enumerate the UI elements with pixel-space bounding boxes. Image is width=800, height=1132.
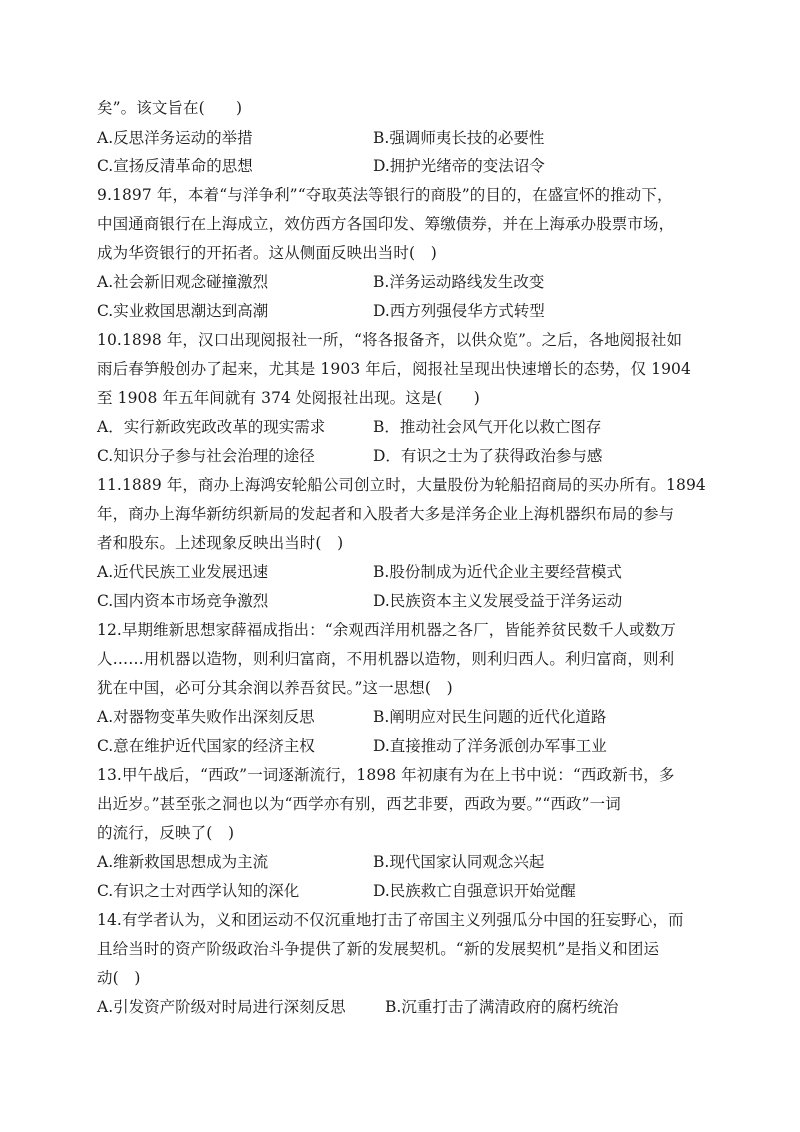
q12-option-c: C.意在维护近代国家的经济主权 — [97, 737, 315, 755]
q9-option-a: A.社会新旧观念碰撞激烈 — [97, 273, 269, 291]
q14-line-3: 动( ) — [97, 969, 141, 987]
q14-line-2: 且给当时的资产阶级政治斗争提供了新的发展契机。“新的发展契机”是指义和团运 — [97, 940, 660, 958]
q12-line-1: 12.早期维新思想家薛福成指出：“余观西洋用机器之各厂，皆能养贫民数千人或数万 — [97, 621, 676, 639]
q13-option-d: D.民族救亡自强意识开始觉醒 — [373, 882, 576, 900]
q11-option-a: A.近代民族工业发展迅速 — [97, 563, 269, 581]
q11-line-3: 者和股东。上述现象反映出当时( ) — [97, 534, 344, 552]
q13-line-3: 的流行，反映了( ) — [97, 824, 235, 842]
q9-option-b: B.洋务运动路线发生改变 — [373, 273, 545, 291]
q14-option-a: A.引发资产阶级对时局进行深刻反思 — [97, 998, 346, 1016]
q8-option-b: B.强调师夷长技的必要性 — [373, 129, 545, 147]
q8-option-a: A.反思洋务运动的举措 — [97, 129, 253, 147]
q8-option-c: C.宣扬反清革命的思想 — [97, 157, 253, 175]
q8-option-d: D.拥护光绪帝的变法诏令 — [373, 157, 545, 175]
q13-option-b: B.现代国家认同观念兴起 — [373, 853, 545, 871]
q10-line-3: 至 1908 年五年间就有 374 处阅报社出现。这是( ) — [97, 389, 480, 407]
q13-option-a: A.维新救国思想成为主流 — [97, 853, 269, 871]
q12-option-a: A.对器物变革失败作出深刻反思 — [97, 708, 315, 726]
q13-option-c: C.有识之士对西学认知的深化 — [97, 882, 300, 900]
q12-line-2: 人……用机器以造物，则利归富商，不用机器以造物，则利归西人。利归富商，则利 — [97, 650, 675, 668]
q11-line-2: 年，商办上海华新纺织新局的发起者和入股者大多是洋务企业上海机器织布局的参与 — [97, 505, 675, 523]
q13-line-1: 13.甲午战后，“西政”一词逐渐流行，1898 年初康有为在上书中说：“西政新书，多 — [97, 766, 675, 784]
q10-option-c: C.知识分子参与社会治理的途径 — [97, 447, 315, 465]
q10-line-1: 10.1898 年，汉口出现阅报社一所，“将各报备齐，以供众览”。之后，各地阅报社如 — [97, 331, 683, 349]
q11-line-1: 11.1889 年，商办上海鸿安轮船公司创立时，大量股份为轮船招商局的买办所有。1894 — [97, 476, 706, 494]
q11-option-d: D.民族资本主义发展受益于洋务运动 — [373, 592, 623, 610]
q14-option-b: B.沉重打击了满清政府的腐朽统治 — [385, 998, 619, 1016]
q9-line-1: 9.1897 年，本着“与洋争利”“夺取英法等银行的商股”的目的，在盛宣怀的推动下， — [97, 186, 673, 204]
q10-option-b: B．推动社会风气开化以救亡图存 — [373, 418, 602, 436]
q11-option-b: B.股份制成为近代企业主要经营模式 — [373, 563, 622, 581]
q12-option-d: D.直接推动了洋务派创办军事工业 — [373, 737, 607, 755]
q9-option-c: C.实业救国思潮达到高潮 — [97, 302, 269, 320]
q9-option-d: D.西方列强侵华方式转型 — [373, 302, 545, 320]
q12-line-3: 犹在中国，必可分其余润以养吾贫民。”这一思想( ) — [97, 679, 453, 697]
q10-option-a: A．实行新政宪政改革的现实需求 — [97, 418, 326, 436]
q10-line-2: 雨后春笋般创办了起来，尤其是 1903 年后，阅报社呈现出快速增长的态势，仅 1904 — [97, 360, 691, 378]
q14-line-1: 14.有学者认为，义和团运动不仅沉重地打击了帝国主义列强瓜分中国的狂妄野心，而 — [97, 911, 684, 929]
q12-option-b: B.阐明应对民生问题的近代化道路 — [373, 708, 607, 726]
q11-option-c: C.国内资本市场竞争激烈 — [97, 592, 269, 610]
q13-line-2: 出近岁。”甚至张之洞也以为“西学亦有别，西艺非要，西政为要。”“西政”一词 — [97, 795, 621, 813]
q10-option-d: D．有识之士为了获得政治参与感 — [373, 447, 603, 465]
q9-line-2: 中国通商银行在上海成立，效仿西方各国印发、筹缴债券，并在上海承办股票市场， — [97, 215, 675, 233]
q9-line-3: 成为华资银行的开拓者。这从侧面反映出当时( ) — [97, 244, 437, 262]
q8-tail: 矣”。该文旨在( ) — [97, 99, 243, 117]
